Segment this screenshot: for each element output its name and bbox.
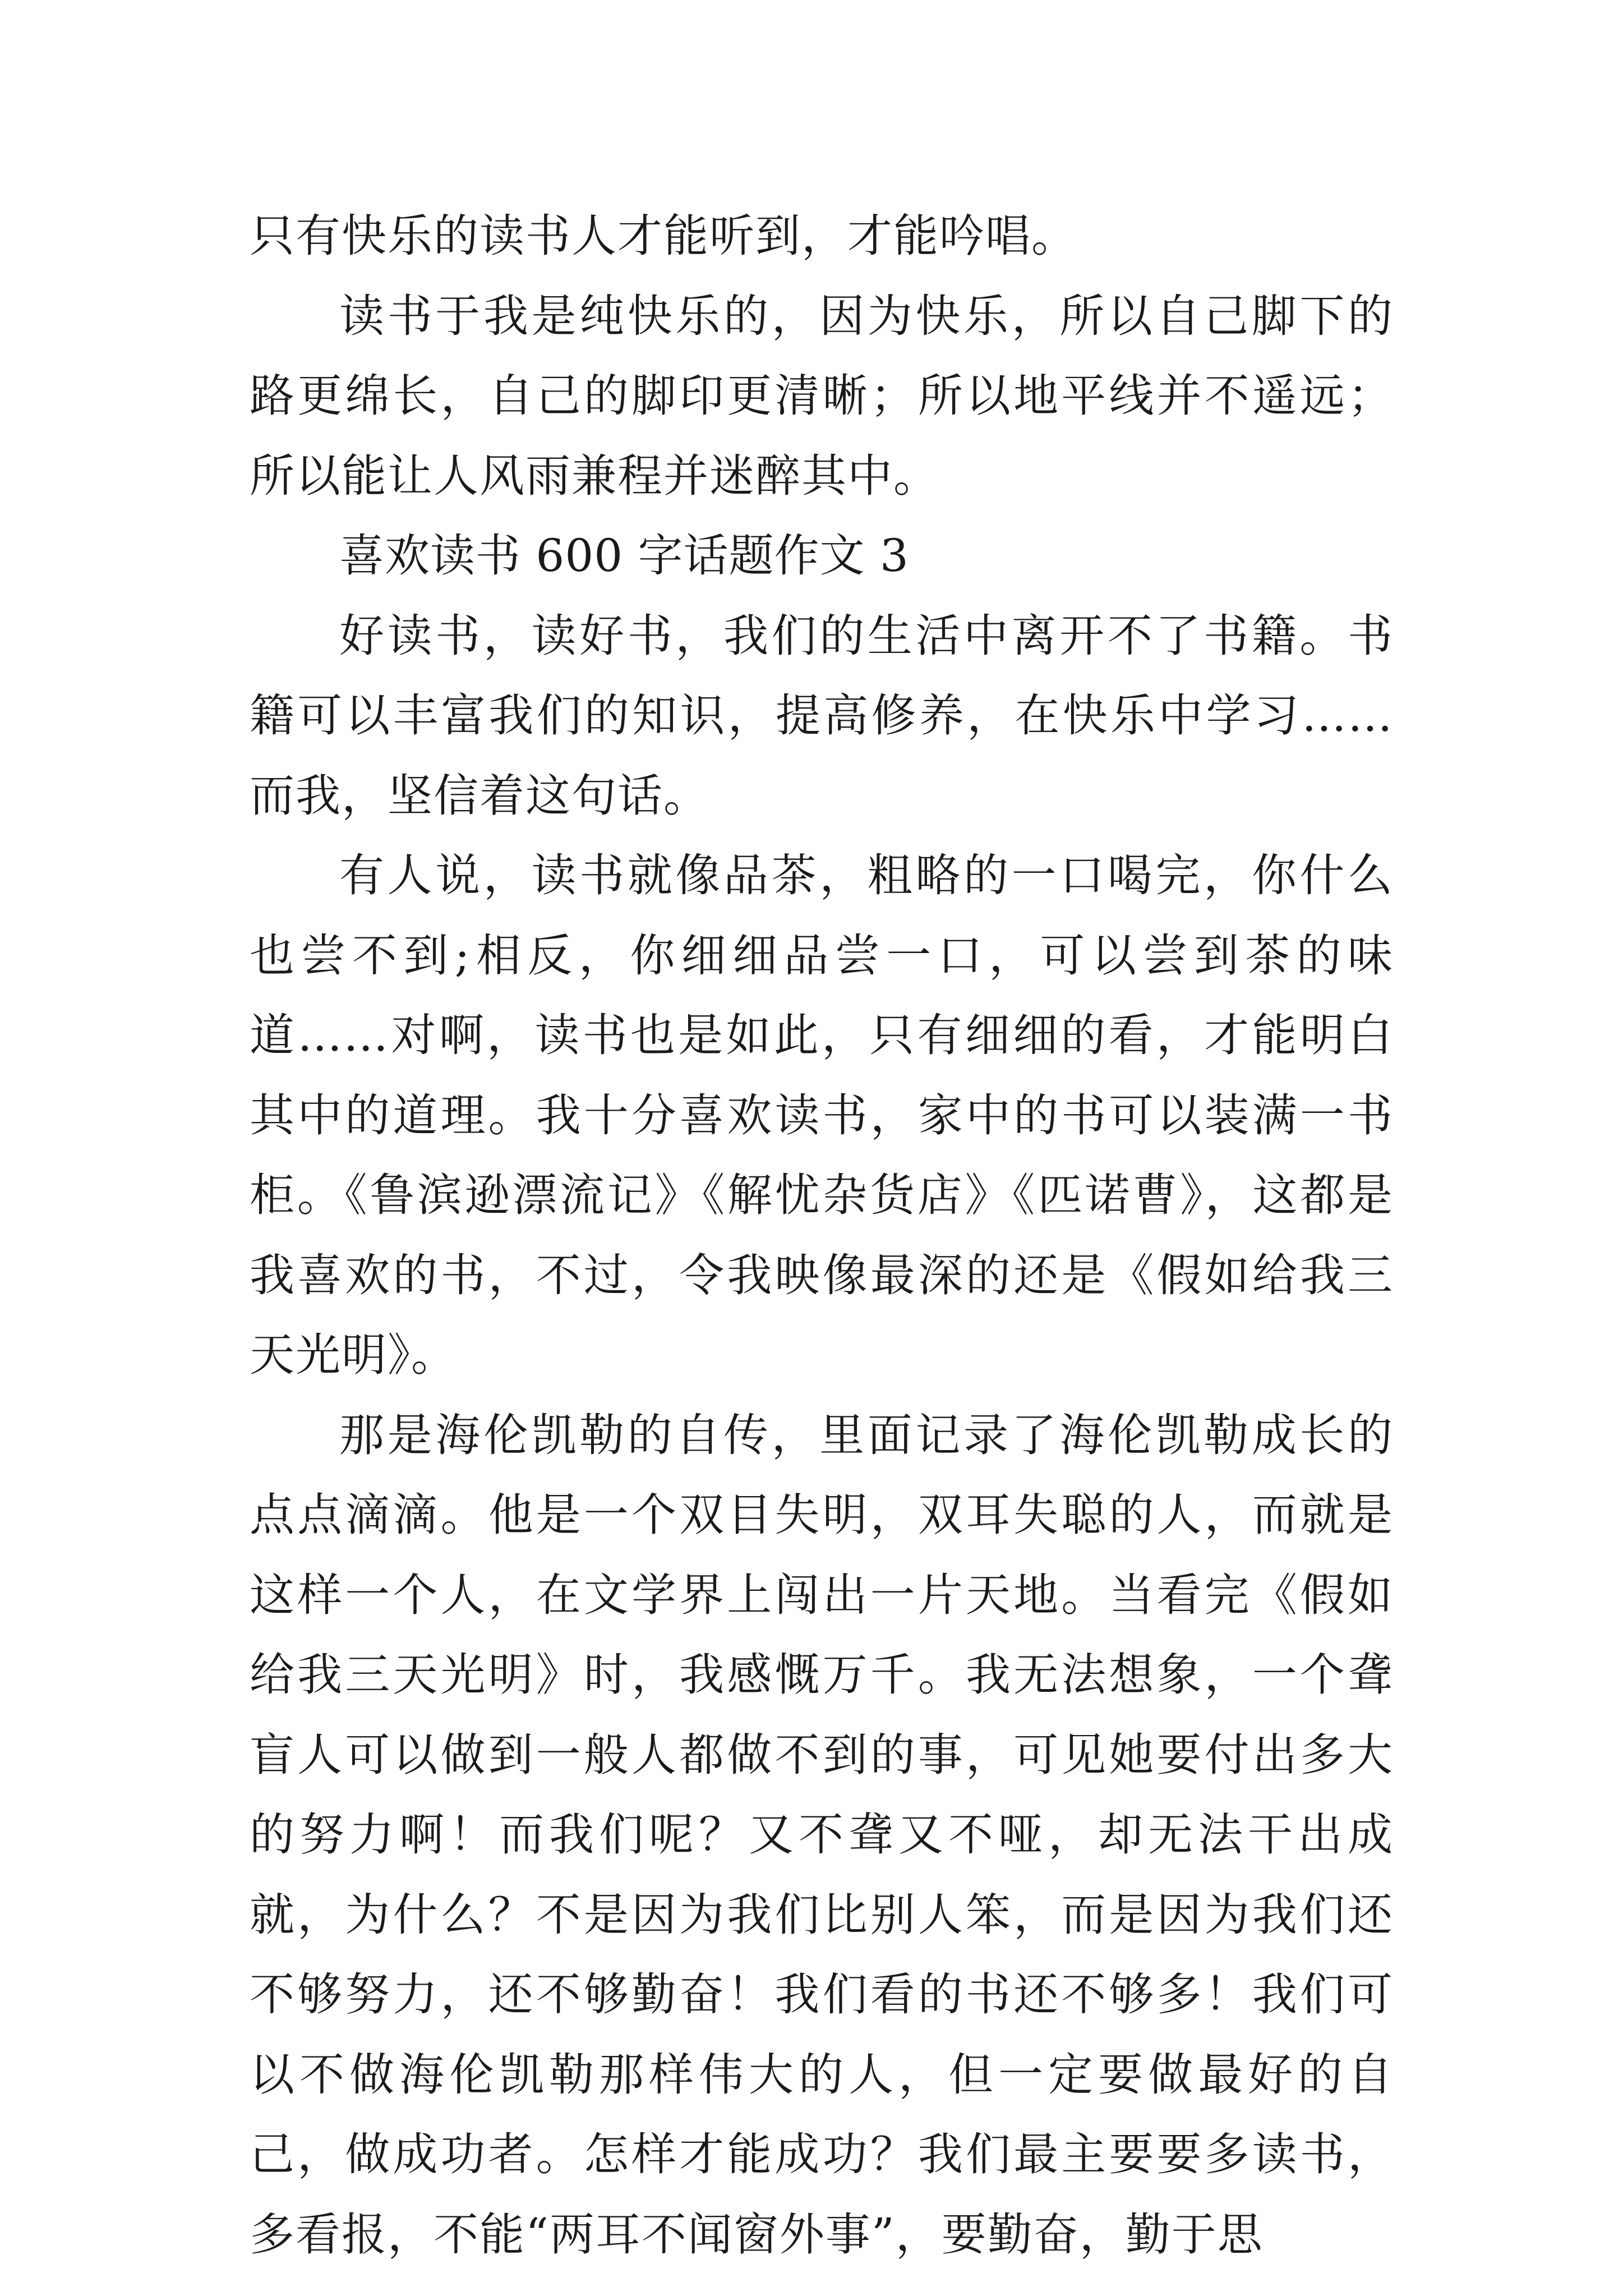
article-body [250,196,1394,2275]
paragraph-helen-keller: 那是海伦凯勒的自传，里面记录了海伦凯勒成长的点点滴滴。他是一个双目失明，双耳失聪的人，而就是这样一个人，在文学界上闯出一片天地。当看完《假如给我三天光明》时，我感慨万千。我无法想象，一个聋盲人可以做到一般人都做不到的事，可见她要付出多大的努力啊！而我们呢？又不聋又不哑，却无法干出成就，为什么？不是因为我们比别人笨，而是因为我们还不够努力，还不够勤奋！我们看的书还不够多！我们可以不做海伦凯勒那样伟大的人，但一定要做最好的自己，做成功者。怎样才能成功？我们最主要要多读书，多看报，不能“两耳不闻窗外事”，要勤奋，勤于思 [250,1409,1394,2261]
paragraph-love-books: 好读书，读好书，我们的生活中离开不了书籍。书籍可以丰富我们的知识，提高修养，在快乐中学习……而我，坚信着这句话。 [250,609,1394,822]
paragraph-reading-joy: 读书于我是纯快乐的，因为快乐，所以自己脚下的路更绵长，自己的脚印更清晰；所以地平线并不遥远；所以能让人风雨兼程并迷醉其中。 [250,289,1394,502]
essay-heading: 喜欢读书 600 字话题作文 3 [339,530,909,582]
paragraph-tea-analogy: 有人说，读书就像品茶，粗略的一口喝完，你什么也尝不到;相反，你细细品尝一口，可以尝到茶的味道……对啊，读书也是如此，只有细细的看，才能明白其中的道理。我十分喜欢读书，家中的书可以装满一书柜。《鲁滨逊漂流记》《解忧杂货店》《匹诺曹》，这都是我喜欢的书，不过，令我映像最深的还是《假如给我三天光明》。 [250,849,1394,1381]
paragraph-continuation: 只有快乐的读书人才能听到，才能吟唱。 [250,210,1077,262]
